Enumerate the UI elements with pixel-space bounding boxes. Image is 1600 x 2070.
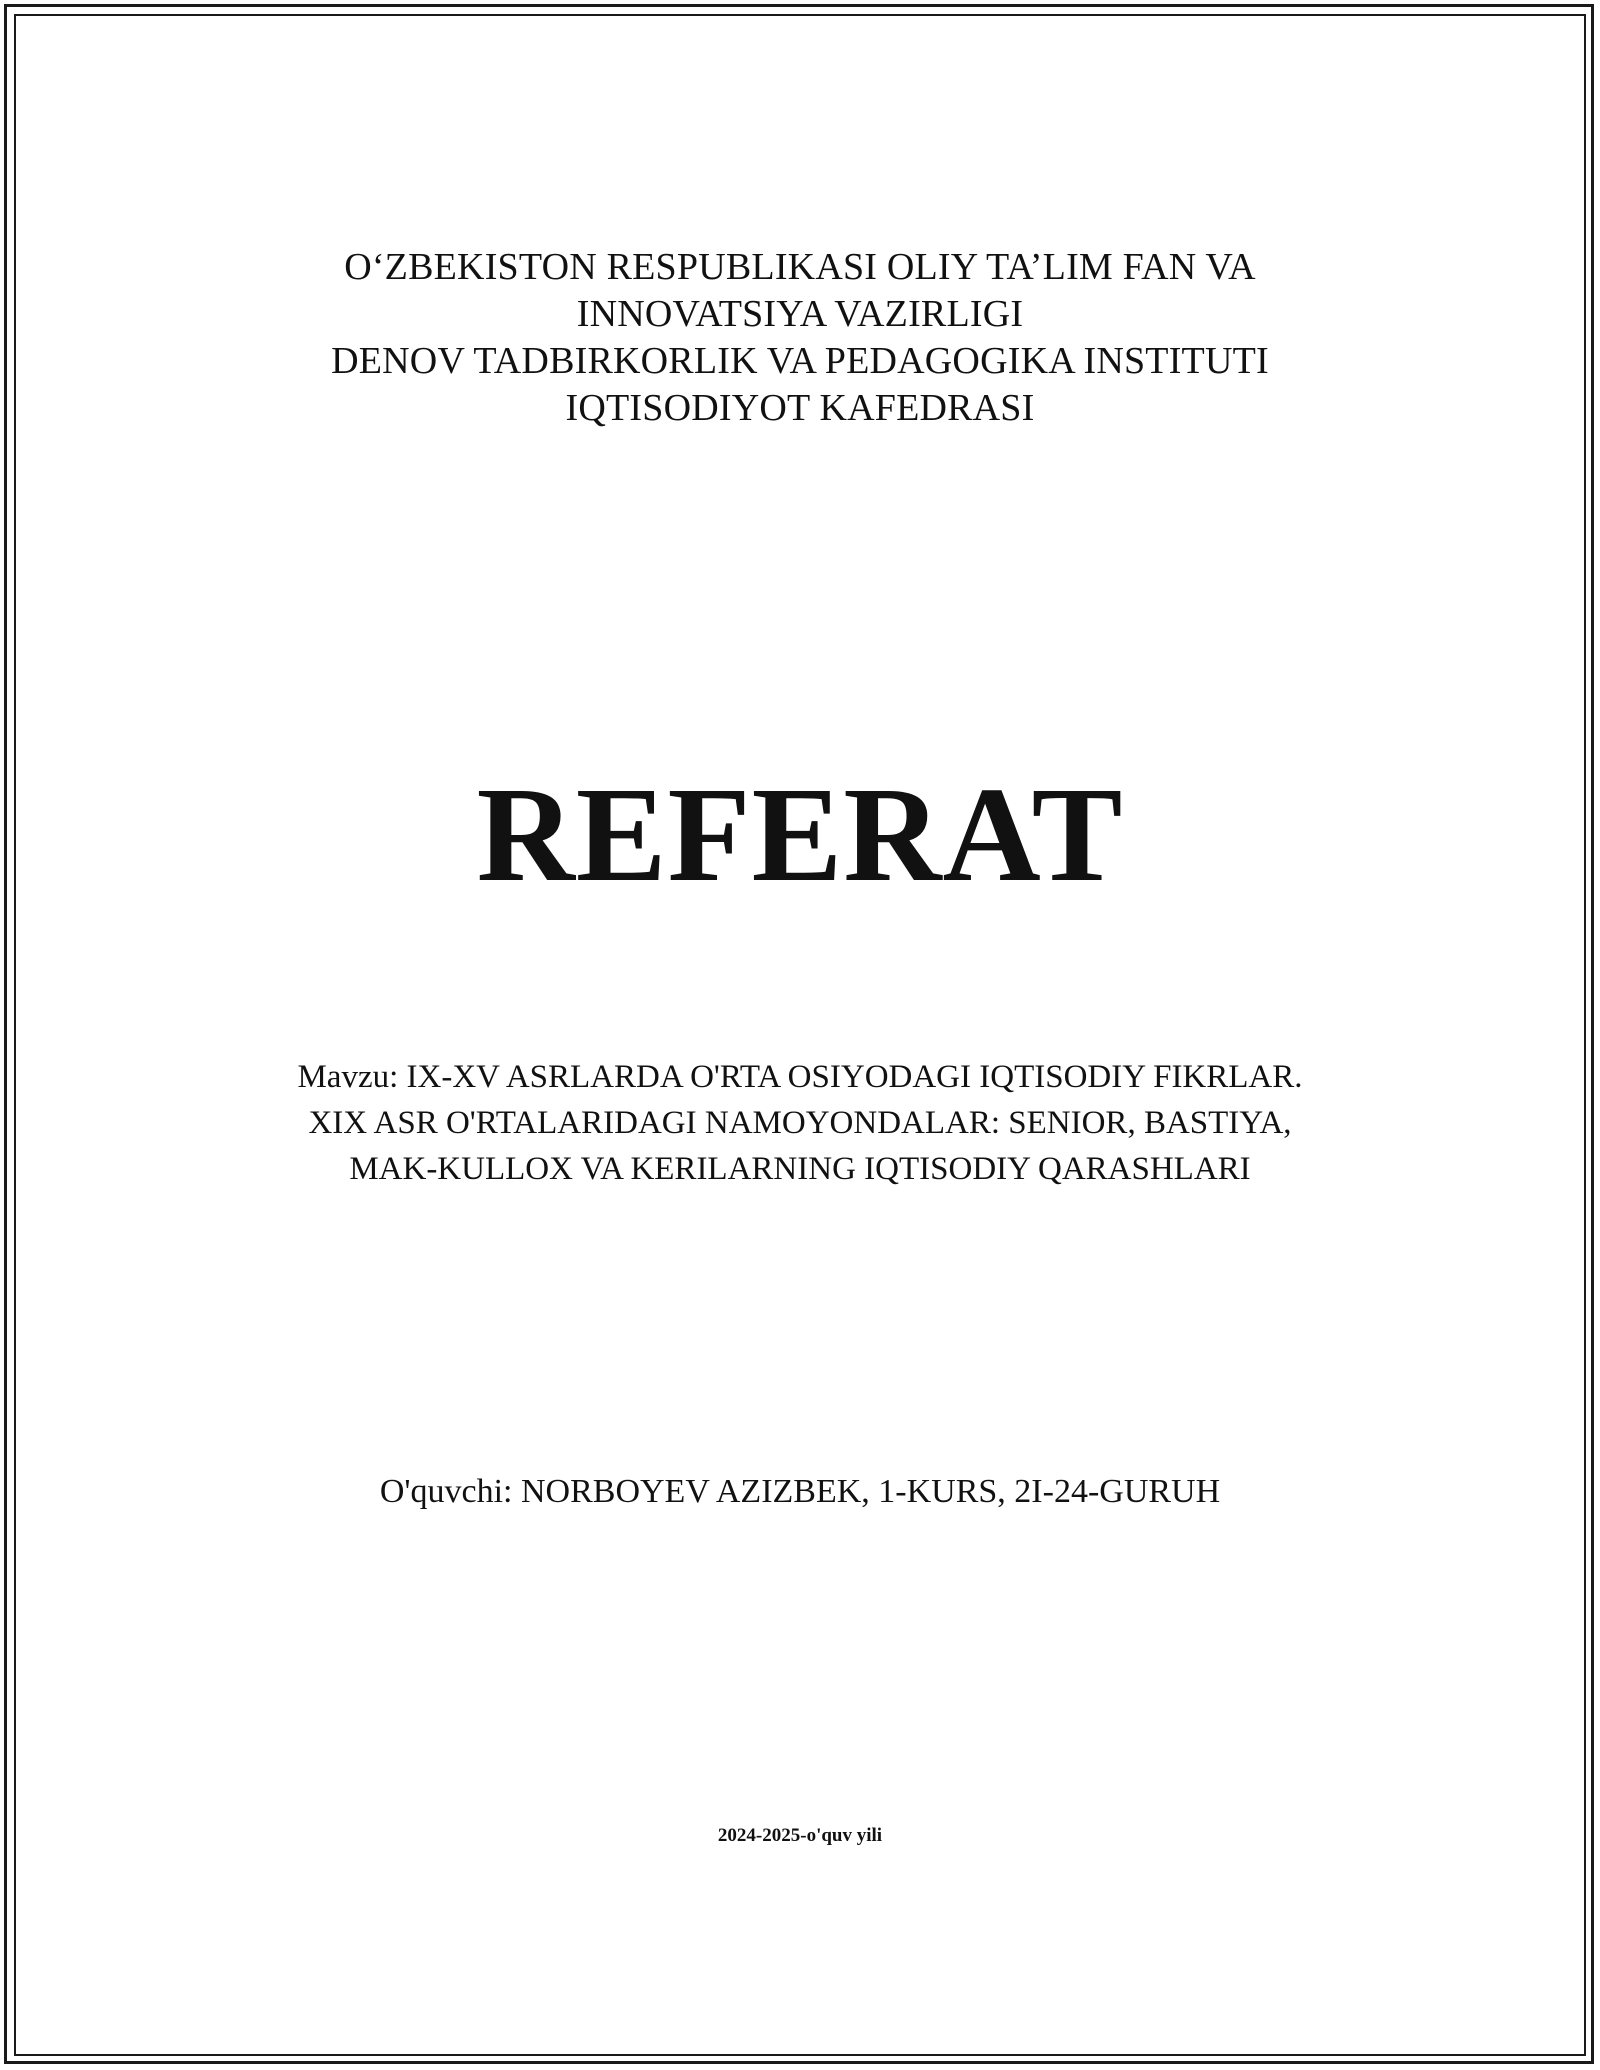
document-title: REFERAT (476, 760, 1124, 910)
topic-line: MAK-KULLOX VA KERILARNING IQTISODIY QARASHLARI (349, 1151, 1251, 1187)
institution-header (0, 244, 1600, 432)
topic-line: Mavzu: IX-XV ASRLARDA O'RTA OSIYODAGI IQTISODIY FIKRLAR. (297, 1059, 1303, 1095)
student-info: O'quvchi: NORBOYEV AZIZBEK, 1-KURS, 2I-24-GURUH (379, 1473, 1221, 1510)
topic-line: XIX ASR O'RTALARIDAGI NAMOYONDALAR: SENIOR, BASTIYA, (308, 1105, 1292, 1141)
topic-block (0, 1054, 1600, 1192)
header-line: O‘ZBEKISTON RESPUBLIKASI OLIY TA’LIM FAN VA (344, 246, 1256, 288)
academic-year: 2024-2025-o'quv yili (717, 1825, 883, 1846)
header-line: DENOV TADBIRKORLIK VA PEDAGOGIKA INSTITUTI (331, 340, 1269, 382)
header-line: IQTISODIYOT KAFEDRASI (565, 387, 1035, 429)
header-line: INNOVATSIYA VAZIRLIGI (576, 293, 1024, 335)
